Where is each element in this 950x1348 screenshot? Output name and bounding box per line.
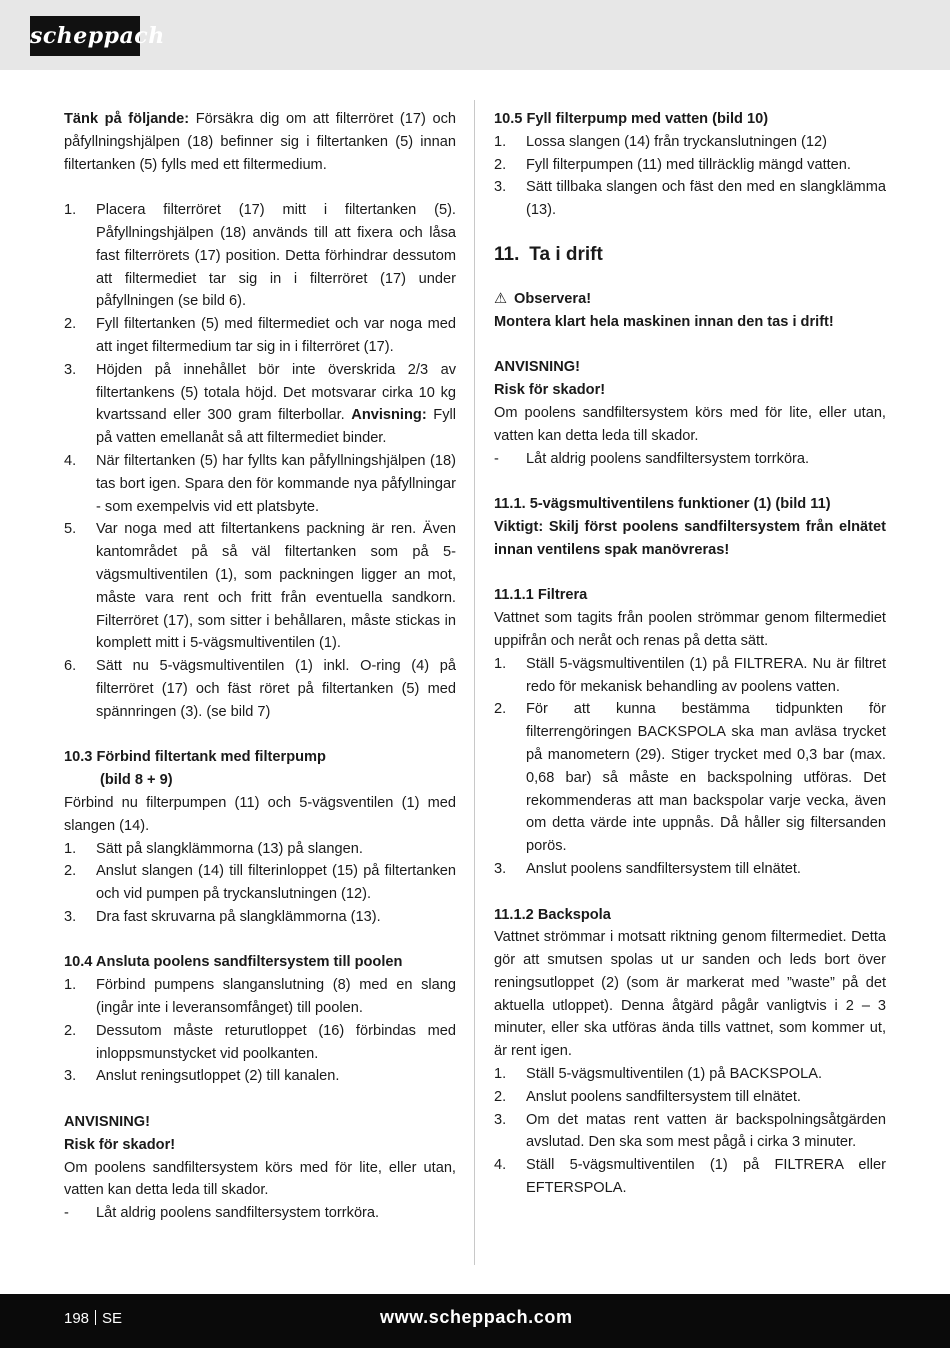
item-number: 3. — [494, 1111, 507, 1128]
section-11-1-1-text: Vattnet som tagits från poolen strömmar genom filtermediet uppifrån och neråt och renas på detta sätt. — [494, 610, 886, 649]
section-11-1-1-title: 11.1.1 Filtrera — [494, 587, 588, 604]
section-11-1-2-text: Vattnet strömmar i motsatt riktning genom filtermediet. Detta gör att smutsen spolas ut ur sanden och leds bort över reningsutloppet (2) (som är markerat med ”waste” på det aktuella utloppet). Denna åtgärd pågår vanligtvis i 2 – 3 minuter, eller ska utföras ända tills vattnet, som kommer ut, är rent igen. — [494, 929, 886, 1060]
list-item — [64, 655, 456, 723]
intro-bold: Tänk på följande: — [64, 111, 190, 127]
item-number: 1. — [494, 655, 507, 672]
warning-triangle-icon: ⚠ — [494, 290, 508, 307]
warning-title — [494, 288, 886, 311]
item-text: Anslut poolens sandfiltersystem till elnätet. — [526, 860, 801, 877]
list-item — [494, 858, 886, 881]
item-number: 1. — [64, 202, 77, 219]
notice-title: ANVISNING! — [64, 1114, 150, 1131]
list-item — [494, 1063, 886, 1086]
right-column — [494, 108, 886, 1200]
list-item — [64, 1065, 456, 1088]
item-text: Fyll filterpumpen (11) med tillräcklig mängd vatten. — [526, 156, 851, 173]
item-text: Låt aldrig poolens sandfiltersystem torrköra. — [526, 450, 810, 467]
item-bullet: - — [494, 450, 499, 467]
item-number: 2. — [64, 316, 77, 333]
item-number: 1. — [494, 1066, 507, 1083]
language-code: SE — [102, 1310, 123, 1327]
item-number: 3. — [64, 1068, 77, 1085]
list-item — [64, 838, 456, 861]
list-item — [494, 653, 886, 699]
section-11-1-important: Viktigt: Skilj först poolens sandfiltersystem från elnätet innan ventilens spak manövreras! — [494, 518, 886, 558]
list-item — [64, 906, 456, 929]
item-text: Sätt nu 5-vägsmultiventilen (1) inkl. O-ring (4) på filterröret (17) och fäst röret på filtertanken (5) med spännringen (3). (se bild 7) — [96, 658, 456, 720]
section-10-3-subtitle: (bild 8 + 9) — [100, 772, 173, 789]
item-text: Anslut poolens sandfiltersystem till elnätet. — [526, 1088, 801, 1105]
list-item — [64, 1020, 456, 1066]
item-text-part: Fyll på vatten emellanåt så att filtermediet binder. — [96, 407, 456, 447]
website-link[interactable]: www.scheppach.com — [380, 1307, 573, 1327]
item-text: Ställ 5-vägsmultiventilen (1) på FILTRERA eller EFTERSPOLA. — [526, 1157, 886, 1197]
chapter-title: Ta i drift — [529, 243, 603, 265]
list-item — [494, 698, 886, 858]
list-item — [64, 359, 456, 450]
footer-separator — [95, 1310, 96, 1325]
item-text: Fyll filtertanken (5) med filtermediet och var noga med att inget filtermedium tar sig in i filterröret (17). — [96, 316, 456, 355]
item-number: 3. — [64, 361, 77, 378]
item-number: 2. — [64, 1022, 77, 1039]
item-number: 1. — [64, 977, 77, 994]
item-text: Anslut slangen (14) till filterinloppet (15) på filtertanken och vid pumpen på tryckanslutningen (12). — [96, 863, 456, 903]
page-header — [0, 0, 950, 70]
item-text: Dra fast skruvarna på slangklämmorna (13). — [96, 908, 381, 925]
list-item — [64, 313, 456, 359]
notice-text: Om poolens sandfiltersystem körs med för lite, eller utan, vatten kan detta leda till skador. — [64, 1159, 456, 1199]
list-item — [494, 448, 886, 471]
item-text: Var noga med att filtertankens packning är ren. Även kantområdet på så väl filtertanken som på 5-vägsmultiventilen (1), som packningen ligger an mot, måste vara rent och fritt från eventuella sandkorn. Filterröret (17), som sitter i behållaren, måste stickas in komplett mitt i 5-vägsmultiventilen (1). — [96, 521, 456, 652]
item-text: När filtertanken (5) har fyllts kan påfyllningshjälpen (18) tas bort igen. Spara den för kommande nya påfyllningar - som exempelvis vid ett platsbyte. — [96, 452, 456, 515]
chapter-11-heading — [494, 242, 886, 268]
list-item — [494, 176, 886, 222]
item-text: Dessutom måste returutloppet (16) förbindas med inloppsmunstycket vid poolkanten. — [96, 1022, 456, 1062]
left-column — [64, 108, 456, 1225]
list-item — [64, 518, 456, 655]
item-number: 2. — [494, 701, 507, 718]
notice-subtitle: Risk för skador! — [494, 382, 606, 399]
column-divider — [474, 100, 475, 1265]
item-text-bold: Anvisning: — [351, 407, 427, 424]
item-number: 2. — [494, 1088, 507, 1105]
item-text: Sätt tillbaka slangen och fäst den med en slangklämma (13). — [526, 179, 886, 219]
page-number-block — [64, 1310, 122, 1327]
list-item — [494, 1086, 886, 1109]
item-bullet: - — [64, 1205, 69, 1222]
list-item — [64, 199, 456, 313]
section-11-1-title: 11.1. 5-vägsmultiventilens funktioner (1) (bild 11) — [494, 496, 831, 513]
list-item — [494, 1154, 886, 1200]
page-footer — [0, 1294, 950, 1348]
intro-text: Försäkra dig om att filterröret (17) och påfyllningshjälpen (18) befinner sig i filtertanken (5) innan filtertanken (5) fylls med ett filtermedium. — [64, 111, 456, 173]
item-number: 2. — [494, 156, 507, 173]
item-number: 3. — [494, 179, 507, 196]
item-text: Sätt på slangklämmorna (13) på slangen. — [96, 840, 363, 857]
scheppach-logo: scheppach — [30, 16, 140, 56]
item-number: 1. — [494, 133, 507, 150]
item-number: 1. — [64, 840, 77, 857]
list-item — [64, 450, 456, 518]
notice-title: ANVISNING! — [494, 359, 580, 376]
list-item — [494, 131, 886, 154]
item-number: 3. — [494, 860, 507, 877]
item-text: Om det matas rent vatten är backspolningsåtgärden avslutad. Den ska som mest pågå i cirka 3 minuter. — [526, 1111, 886, 1151]
notice-subtitle: Risk för skador! — [64, 1136, 176, 1153]
item-text: Placera filterröret (17) mitt i filtertanken (5). Påfyllningshjälpen (18) används till att fixera och låsa fast filterrörets (17) position. Detta förhindrar dessutom att filtermediet tar sig in i filterröret (17) under påfyllningen (se bild 6). — [96, 202, 456, 310]
item-text: Anslut reningsutloppet (2) till kanalen. — [96, 1068, 340, 1085]
section-10-3-text: Förbind nu filterpumpen (11) och 5-vägsventilen (1) med slangen (14). — [64, 794, 456, 834]
list-item — [494, 154, 886, 177]
item-text: För att kunna bestämma tidpunkten för filterrengöringen BACKSPOLA ska man avläsa trycket på manometern (29). Stiger trycket med 0,3 bar (max. 0,68 bar) så måste en backspolning utföras. Det rekommenderas att man backspolar varje vecka, även om detta värde inte uppnås. Då håller sig filtersanden porös. — [526, 701, 886, 855]
item-number: 2. — [64, 863, 77, 880]
item-text: Ställ 5-vägsmultiventilen (1) på BACKSPOLA. — [526, 1066, 823, 1083]
warning-text: Montera klart hela maskinen innan den tas i drift! — [494, 313, 834, 330]
page-number: 198 — [64, 1310, 90, 1327]
list-item — [64, 1202, 456, 1225]
item-number: 5. — [64, 521, 77, 538]
item-text-part: Höjden på innehållet bör inte överskrida 2/3 av filtertankens (5) totala höjd. Det motsvarar cirka 10 kg kvartssand eller 300 gram filterbollar. — [96, 361, 456, 424]
item-text: Förbind pumpens slanganslutning (8) med en slang (ingår inte i leveransomfånget) till poolen. — [96, 977, 456, 1017]
item-text — [96, 359, 456, 450]
list-item — [494, 1109, 886, 1155]
item-number: 4. — [494, 1157, 507, 1174]
chapter-number: 11. — [494, 243, 520, 265]
list-item — [64, 974, 456, 1020]
item-number: 3. — [64, 908, 77, 925]
notice-text: Om poolens sandfiltersystem körs med för lite, eller utan, vatten kan detta leda till skador. — [494, 404, 886, 444]
item-number: 6. — [64, 658, 77, 675]
item-number: 4. — [64, 452, 77, 469]
section-11-1-2-title: 11.1.2 Backspola — [494, 906, 611, 923]
warning-title-text: Observera! — [514, 290, 592, 307]
section-10-3-title: 10.3 Förbind filtertank med filterpump — [64, 749, 326, 766]
item-text: Låt aldrig poolens sandfiltersystem torrköra. — [96, 1205, 380, 1222]
section-10-5-title: 10.5 Fyll filterpump med vatten (bild 10) — [494, 111, 769, 127]
intro-paragraph — [64, 108, 456, 176]
section-10-4-title: 10.4 Ansluta poolens sandfiltersystem till poolen — [64, 954, 403, 971]
item-text: Lossa slangen (14) från tryckanslutningen (12) — [526, 133, 827, 150]
item-text: Ställ 5-vägsmultiventilen (1) på FILTRERA. Nu är filtret redo för mekanisk behandling av poolens vatten. — [526, 655, 886, 695]
list-item — [64, 860, 456, 906]
